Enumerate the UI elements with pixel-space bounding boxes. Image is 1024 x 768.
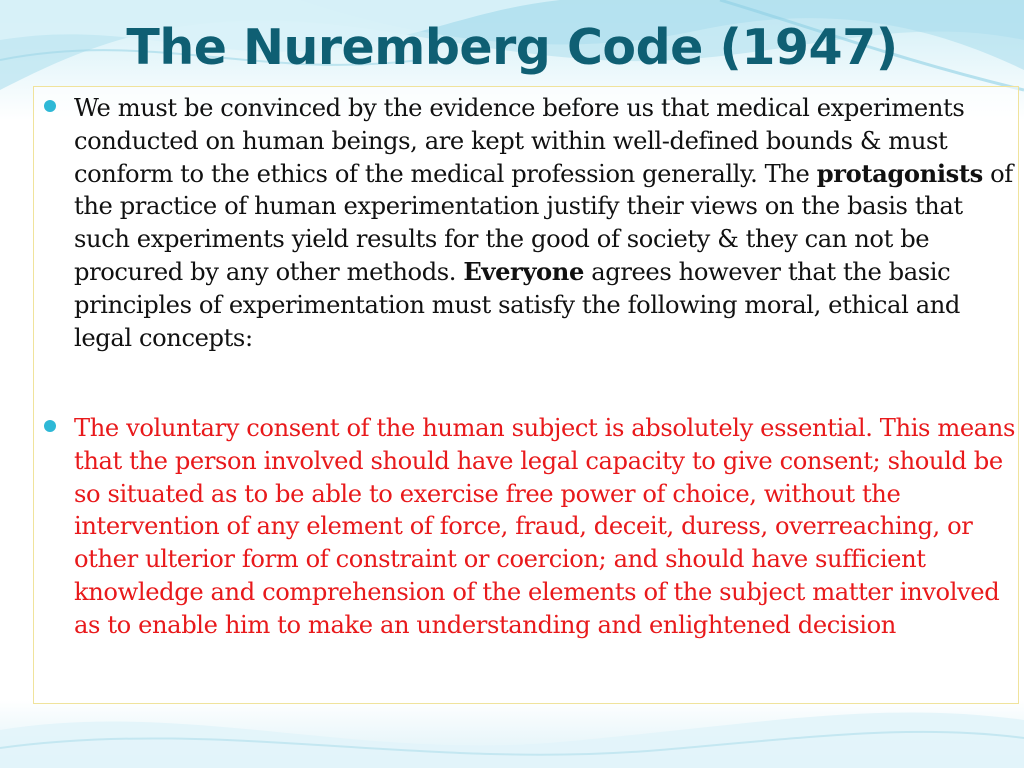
bullet-item-evidence [44,92,1016,354]
bullet-item-voluntary-consent [44,412,1016,642]
bullet-text [74,92,1016,354]
slide-title: The Nuremberg Code (1947) [126,19,898,76]
bullet-text-segment: We must be convinced by the evidence before us that medical experiments conducted on human beings, are kept within well-defined bounds & must conform to the ethics of the medical profession generally. The [74,94,965,188]
bullet-text: The voluntary consent of the human subject is absolutely essential. This means that the person involved should have legal capacity to give consent; should be so situated as to be able to exercise free power of choice, without the intervention of any element of force, fraud, deceit, duress, overreaching, or other ulterior form of constraint or coercion; and should have sufficient knowledge and comprehension of the elements of the subject matter involved as to enable him to make an understanding and enlightened decision [74,414,1015,639]
bullet-dot-icon [44,100,56,112]
bullet-dot-icon [44,420,56,432]
bullet-text-segment: of the practice of human experimentation justify their views on the basis that such experiments yield results for the good of society & they can not be procured by any other methods. [74,159,1013,286]
bullet-bold-protagonists: protagonists [816,158,983,188]
bullet-text-segment: agrees however that the basic principles of experimentation must satisfy the following moral, ethical and legal concepts: [74,257,960,352]
bullet-bold-everyone: Everyone [463,256,584,286]
